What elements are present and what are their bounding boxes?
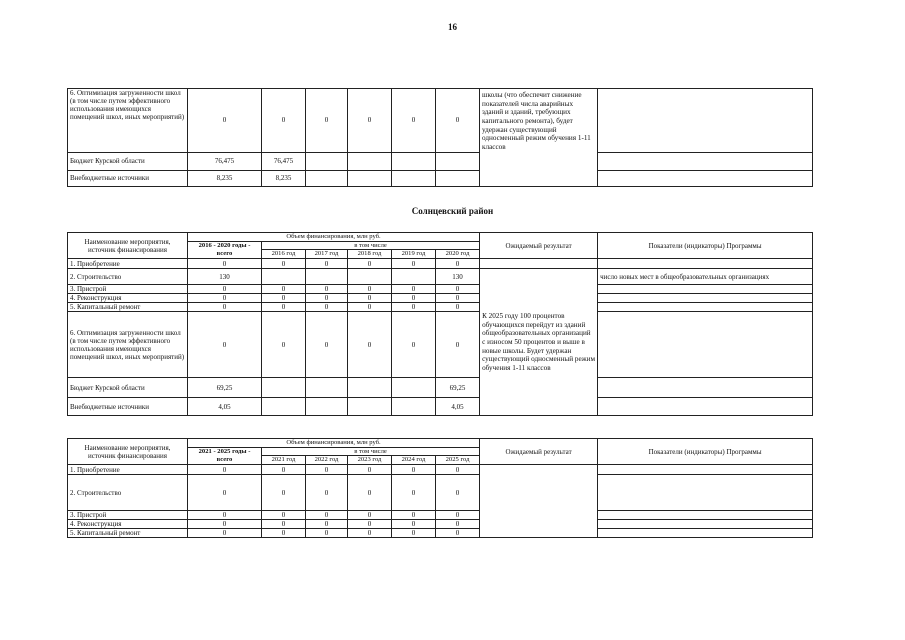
cell-value: 0 xyxy=(436,475,480,511)
cell-value: 0 xyxy=(348,511,392,520)
cell-value: 0 xyxy=(348,520,392,529)
cell-total: 0 xyxy=(188,520,262,529)
table-2021-2025 xyxy=(67,438,813,538)
cell-total: 4,05 xyxy=(188,398,262,416)
cell-value: 0 xyxy=(436,303,480,312)
cell-value: 130 xyxy=(436,269,480,285)
header-year: 2023 год xyxy=(348,456,392,465)
cell-value xyxy=(392,378,436,398)
cell-total: 0 xyxy=(188,294,262,303)
cell-value: 0 xyxy=(262,511,306,520)
table-row xyxy=(68,153,813,171)
cell-value xyxy=(392,153,436,171)
cell-value: 0 xyxy=(436,89,480,153)
indicator-cell xyxy=(598,475,813,511)
cell-value: 0 xyxy=(392,294,436,303)
table-row xyxy=(68,529,813,538)
cell-value: 0 xyxy=(392,89,436,153)
header-year: 2017 год xyxy=(306,250,348,259)
cell-value: 0 xyxy=(348,475,392,511)
cell-value: 0 xyxy=(392,312,436,378)
cell-value xyxy=(392,269,436,285)
header-row xyxy=(68,439,813,448)
cell-total: 130 xyxy=(188,269,262,285)
page-number: 16 xyxy=(448,22,457,32)
cell-value xyxy=(262,398,306,416)
cell-total: 0 xyxy=(188,312,262,378)
table-row xyxy=(68,465,813,475)
cell-total: 0 xyxy=(188,529,262,538)
cell-total: 8,235 xyxy=(188,171,262,187)
cell-value: 0 xyxy=(392,529,436,538)
cell-value: 0 xyxy=(306,285,348,294)
row-name: 4. Реконструкция xyxy=(68,520,188,529)
header-name: Наименование мероприятия, источник финансирования xyxy=(68,439,188,465)
row-name: Бюджет Курской области xyxy=(68,378,188,398)
cell-value: 0 xyxy=(306,294,348,303)
indicator-cell xyxy=(598,259,813,269)
header-year: 2025 год xyxy=(436,456,480,465)
cell-value: 0 xyxy=(262,303,306,312)
header-year: 2024 год xyxy=(392,456,436,465)
table-row xyxy=(68,294,813,303)
cell-value: 0 xyxy=(436,285,480,294)
indicator-cell xyxy=(598,303,813,312)
header-year: 2022 год xyxy=(306,456,348,465)
indicator-cell xyxy=(598,511,813,520)
cell-total: 0 xyxy=(188,475,262,511)
cell-value: 76,475 xyxy=(262,153,306,171)
row-name: Бюджет Курской области xyxy=(68,153,188,171)
cell-value xyxy=(392,171,436,187)
cell-value: 0 xyxy=(436,294,480,303)
cell-value: 0 xyxy=(348,294,392,303)
indicator-cell xyxy=(598,285,813,294)
table-row xyxy=(68,303,813,312)
indicator-cell xyxy=(598,89,813,153)
indicator-cell xyxy=(598,520,813,529)
section-title: Солнцевский район xyxy=(411,206,494,216)
table-2016-2020 xyxy=(67,232,813,416)
cell-value: 0 xyxy=(348,303,392,312)
cell-value: 0 xyxy=(436,312,480,378)
cell-value: 0 xyxy=(306,312,348,378)
header-including: в том числе xyxy=(262,447,480,456)
cell-value xyxy=(306,398,348,416)
row-name: 4. Реконструкция xyxy=(68,294,188,303)
cell-total: 0 xyxy=(188,89,262,153)
cell-value: 0 xyxy=(348,259,392,269)
cell-value: 8,235 xyxy=(262,171,306,187)
row-name: Внебюджетные источники xyxy=(68,398,188,416)
cell-total: 69,25 xyxy=(188,378,262,398)
cell-value xyxy=(306,269,348,285)
cell-value: 0 xyxy=(392,475,436,511)
cell-value: 0 xyxy=(436,529,480,538)
cell-value: 0 xyxy=(348,312,392,378)
cell-value: 0 xyxy=(306,259,348,269)
result-cell xyxy=(480,465,598,538)
table-row xyxy=(68,475,813,511)
cell-value: 69,25 xyxy=(436,378,480,398)
header-indicators: Показатели (индикаторы) Программы xyxy=(598,439,813,465)
table-row xyxy=(68,171,813,187)
cell-value: 0 xyxy=(262,312,306,378)
row-name: 3. Пристрой xyxy=(68,511,188,520)
row-name: 3. Пристрой xyxy=(68,285,188,294)
cell-value: 0 xyxy=(306,511,348,520)
header-funding: Объем финансирования, млн руб. xyxy=(188,233,480,242)
expected-result: К 2025 году 100 процентов обучающихся перейдут из зданий общеобразовательных организаций с износом 50 процентов и выше в новые школы. Будет удержан существующий односменный режим обучения 1-11 классов xyxy=(480,269,598,416)
cell-value xyxy=(348,171,392,187)
cell-value: 0 xyxy=(348,529,392,538)
indicator-cell xyxy=(598,465,813,475)
cell-value xyxy=(306,378,348,398)
header-total: 2016 - 2020 годы - всего xyxy=(188,241,262,259)
cell-value: 0 xyxy=(262,465,306,475)
indicator-cell xyxy=(598,378,813,398)
cell-value: 0 xyxy=(348,89,392,153)
header-result: Ожидаемый результат xyxy=(480,233,598,259)
cell-value: 0 xyxy=(392,303,436,312)
cell-total: 0 xyxy=(188,465,262,475)
cell-value xyxy=(262,378,306,398)
cell-value: 0 xyxy=(262,259,306,269)
row-name: 6. Оптимизация загруженности школ (в том числе путем эффективного использования имеющихся помещений школ, иных мероприятий) xyxy=(68,89,188,153)
indicator-cell xyxy=(598,153,813,171)
cell-total: 0 xyxy=(188,285,262,294)
cell-value xyxy=(306,171,348,187)
indicator-cell: число новых мест в общеобразовательных организациях xyxy=(598,269,813,285)
indicator-cell xyxy=(598,529,813,538)
indicator-cell xyxy=(598,312,813,378)
cell-value: 0 xyxy=(436,465,480,475)
cell-value: 0 xyxy=(392,520,436,529)
table-row xyxy=(68,398,813,416)
cell-value: 0 xyxy=(262,285,306,294)
result-cell xyxy=(480,259,598,269)
cell-value: 0 xyxy=(306,465,348,475)
cell-value: 0 xyxy=(306,529,348,538)
header-year: 2016 год xyxy=(262,250,306,259)
row-name: 5. Капитальный ремонт xyxy=(68,303,188,312)
table-row xyxy=(68,378,813,398)
cell-value: 0 xyxy=(436,511,480,520)
header-result: Ожидаемый результат xyxy=(480,439,598,465)
cell-total: 0 xyxy=(188,511,262,520)
row-name: 2. Строительство xyxy=(68,269,188,285)
table-row xyxy=(68,269,813,285)
cell-value: 0 xyxy=(306,89,348,153)
cell-value: 0 xyxy=(436,520,480,529)
header-funding: Объем финансирования, млн руб. xyxy=(188,439,480,448)
cell-value: 0 xyxy=(392,285,436,294)
row-name: Внебюджетные источники xyxy=(68,171,188,187)
cell-value: 0 xyxy=(306,303,348,312)
table-row xyxy=(68,520,813,529)
cell-total: 0 xyxy=(188,259,262,269)
table-continuation xyxy=(67,88,813,187)
indicator-cell xyxy=(598,171,813,187)
header-row xyxy=(68,233,813,242)
cell-total: 0 xyxy=(188,303,262,312)
result-cell xyxy=(598,398,813,416)
header-year: 2021 год xyxy=(262,456,306,465)
row-name: 2. Строительство xyxy=(68,475,188,511)
cell-value: 0 xyxy=(306,475,348,511)
cell-value: 4,05 xyxy=(436,398,480,416)
row-name: 6. Оптимизация загруженности школ (в том числе путем эффективного использования имеющихся помещений школ, иных мероприятий) xyxy=(68,312,188,378)
row-name: 1. Приобретение xyxy=(68,465,188,475)
row-name: 5. Капитальный ремонт xyxy=(68,529,188,538)
cell-value xyxy=(436,171,480,187)
cell-value: 0 xyxy=(392,259,436,269)
expected-result: школы (что обеспечит снижение показателей числа аварийных зданий и зданий, требующих капитального ремонта), будет удержан существующий односменный режим обучения 1-11 классов xyxy=(480,89,598,187)
cell-value: 0 xyxy=(262,89,306,153)
cell-value xyxy=(348,153,392,171)
cell-total: 76,475 xyxy=(188,153,262,171)
cell-value xyxy=(348,398,392,416)
cell-value xyxy=(262,269,306,285)
header-indicators: Показатели (индикаторы) Программы xyxy=(598,233,813,259)
cell-value xyxy=(436,153,480,171)
cell-value xyxy=(392,398,436,416)
header-name: Наименование мероприятия, источник финансирования xyxy=(68,233,188,259)
cell-value: 0 xyxy=(436,259,480,269)
cell-value xyxy=(306,153,348,171)
cell-value xyxy=(348,269,392,285)
header-total: 2021 - 2025 годы - всего xyxy=(188,447,262,465)
table-row xyxy=(68,89,813,153)
table-row xyxy=(68,285,813,294)
cell-value: 0 xyxy=(348,465,392,475)
header-year: 2019 год xyxy=(392,250,436,259)
cell-value: 0 xyxy=(392,511,436,520)
row-name: 1. Приобретение xyxy=(68,259,188,269)
cell-value: 0 xyxy=(262,475,306,511)
indicator-cell xyxy=(598,294,813,303)
table-row xyxy=(68,259,813,269)
cell-value: 0 xyxy=(262,529,306,538)
table-row xyxy=(68,312,813,378)
header-year: 2020 год xyxy=(436,250,480,259)
cell-value: 0 xyxy=(262,520,306,529)
header-year: 2018 год xyxy=(348,250,392,259)
cell-value: 0 xyxy=(348,285,392,294)
cell-value xyxy=(348,378,392,398)
cell-value: 0 xyxy=(306,520,348,529)
cell-value: 0 xyxy=(392,465,436,475)
table-row xyxy=(68,511,813,520)
header-including: в том числе xyxy=(262,241,480,250)
cell-value: 0 xyxy=(262,294,306,303)
